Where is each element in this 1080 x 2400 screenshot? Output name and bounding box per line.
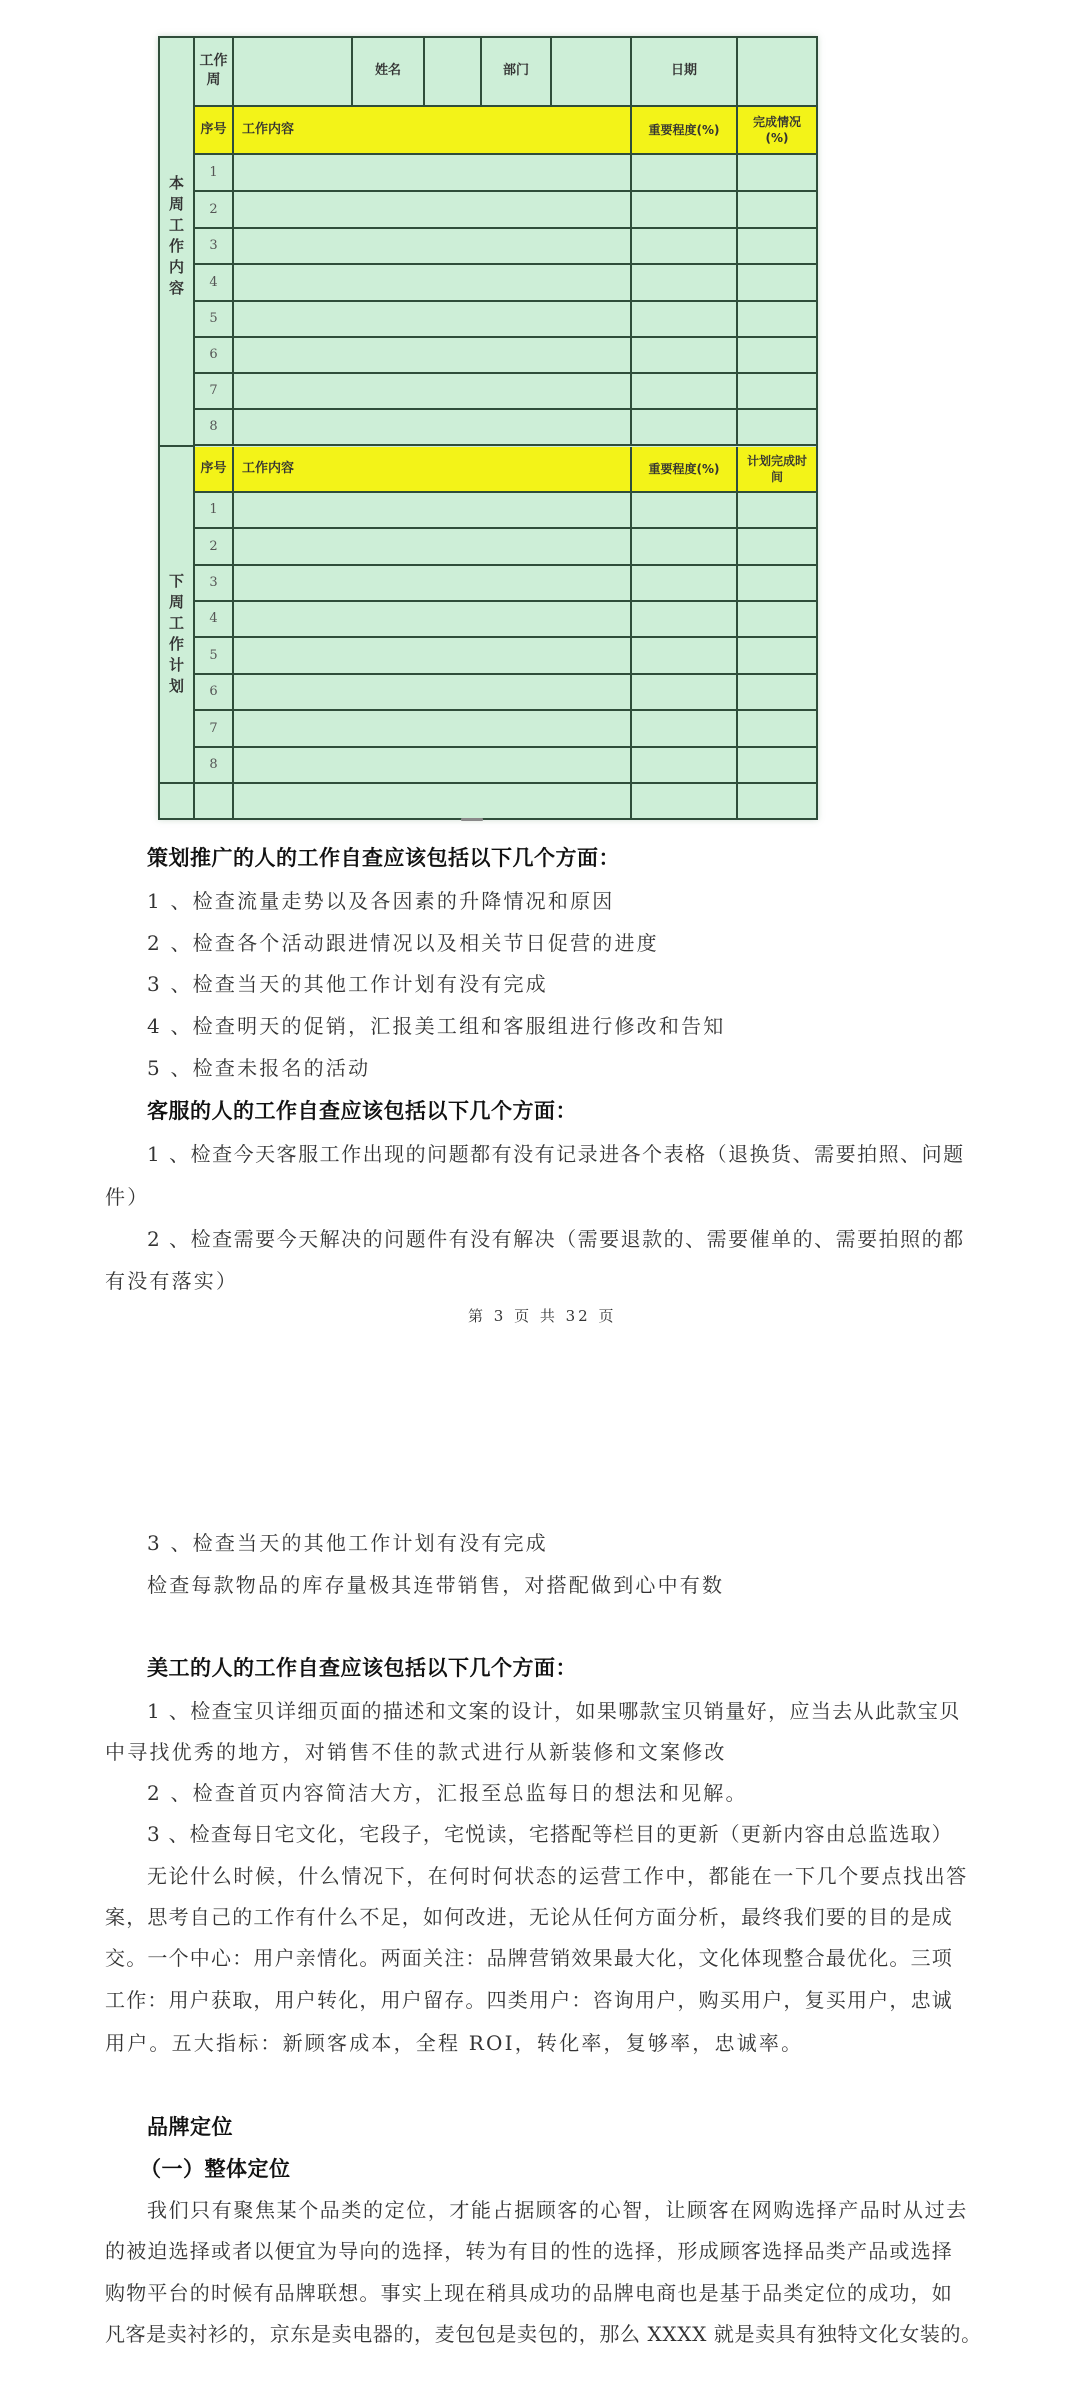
- design-item-1-line-2: 中寻找优秀的地方，对销售不佳的款式进行从新装修和文案修改: [105, 1740, 727, 1764]
- importance-cell[interactable]: [632, 529, 738, 566]
- row-number: 8: [195, 748, 234, 784]
- blank-cell[interactable]: [234, 784, 632, 820]
- col-seq-label-next: 序号: [195, 447, 234, 493]
- blank-cell[interactable]: [632, 784, 738, 820]
- row-number: 8: [195, 410, 234, 446]
- continued-item-3: 3 、检查当天的其他工作计划有没有完成: [147, 1531, 548, 1555]
- planning-item-4: 4 、检查明天的促销，汇报美工组和客服组进行修改和告知: [147, 1014, 726, 1038]
- status-cell[interactable]: [738, 155, 818, 192]
- row-number: 2: [195, 529, 234, 566]
- importance-cell[interactable]: [632, 374, 738, 410]
- service-item-2-line-2: 有没有落实）: [105, 1269, 239, 1293]
- design-para-line-2: 案，思考自己的工作有什么不足，如何改进，无论从任何方面分析，最终我们要的目的是成: [105, 1905, 953, 1929]
- status-cell[interactable]: [738, 529, 818, 566]
- importance-cell[interactable]: [632, 566, 738, 602]
- status-cell[interactable]: [738, 265, 818, 302]
- importance-cell[interactable]: [632, 338, 738, 374]
- service-item-1-line-2: 件）: [105, 1185, 150, 1209]
- content-cell[interactable]: [234, 374, 632, 410]
- next-week-section-label: 下周工作计划: [167, 572, 185, 699]
- week-value-cell[interactable]: [234, 36, 353, 107]
- importance-cell[interactable]: [632, 638, 738, 675]
- date-label: 日期: [632, 36, 738, 107]
- status-cell[interactable]: [738, 566, 818, 602]
- importance-cell[interactable]: [632, 711, 738, 748]
- design-para-line-1: 无论什么时候，什么情况下，在何时何状态的运营工作中，都能在一下几个要点找出答: [147, 1864, 968, 1888]
- importance-cell[interactable]: [632, 265, 738, 302]
- importance-cell[interactable]: [632, 748, 738, 784]
- name-label: 姓名: [353, 36, 425, 107]
- brand-heading: 品牌定位: [147, 2115, 233, 2139]
- design-para-line-4: 工作：用户获取，用户转化，用户留存。四类用户：咨询用户，购买用户，复买用户，忠诚: [105, 1988, 953, 2012]
- planning-item-2: 2 、检查各个活动跟进情况以及相关节日促营的进度: [147, 931, 659, 955]
- content-cell[interactable]: [234, 711, 632, 748]
- page-footer: 第 3 页 共 32 页: [468, 1307, 617, 1325]
- row-number: 6: [195, 338, 234, 374]
- design-para-line-3: 交。一个中心：用户亲情化。两面关注：品牌营销效果最大化，文化体现整合最优化。三项: [105, 1946, 953, 1970]
- col-importance-label: 重要程度(%): [632, 107, 738, 155]
- status-cell[interactable]: [738, 638, 818, 675]
- col-importance-label-next: 重要程度(%): [632, 447, 738, 493]
- row-number: 5: [195, 302, 234, 338]
- planning-item-3: 3 、检查当天的其他工作计划有没有完成: [147, 972, 548, 996]
- status-cell[interactable]: [738, 338, 818, 374]
- content-cell[interactable]: [234, 410, 632, 446]
- content-cell[interactable]: [234, 529, 632, 566]
- service-heading: 客服的人的工作自查应该包括以下几个方面：: [147, 1099, 577, 1123]
- importance-cell[interactable]: [632, 602, 738, 638]
- this-week-section-label-wrap: [158, 155, 195, 447]
- date-value-cell[interactable]: [738, 36, 818, 107]
- design-heading: 美工的人的工作自查应该包括以下几个方面：: [147, 1656, 577, 1680]
- col-status-label: 完成情况(%): [738, 107, 818, 155]
- row-number: 4: [195, 602, 234, 638]
- brand-para-line-4: 凡客是卖衬衫的，京东是卖电器的，麦包包是卖包的，那么 XXXX 就是卖具有独特文化女装的。: [105, 2322, 982, 2346]
- row-number: 7: [195, 374, 234, 410]
- service-item-2-line-1: 2 、检查需要今天解决的问题件有没有解决（需要退款的、需要催单的、需要拍照的都: [147, 1227, 965, 1251]
- planning-heading: 策划推广的人的工作自查应该包括以下几个方面：: [147, 846, 620, 870]
- blank-cell: [195, 784, 234, 820]
- design-item-1-line-1: 1 、检查宝贝详细页面的描述和文案的设计，如果哪款宝贝销量好，应当去从此款宝贝: [147, 1699, 961, 1723]
- row-number: 1: [195, 155, 234, 192]
- importance-cell[interactable]: [632, 192, 738, 229]
- design-item-2: 2 、检查首页内容简洁大方，汇报至总监每日的想法和见解。: [147, 1781, 748, 1805]
- blank-cell[interactable]: [738, 784, 818, 820]
- status-cell[interactable]: [738, 748, 818, 784]
- content-cell[interactable]: [234, 748, 632, 784]
- resize-handle-icon[interactable]: [461, 818, 483, 821]
- importance-cell[interactable]: [632, 155, 738, 192]
- status-cell[interactable]: [738, 675, 818, 711]
- content-cell[interactable]: [234, 638, 632, 675]
- row-number: 1: [195, 493, 234, 529]
- inventory-check: 检查每款物品的库存量极其连带销售，对搭配做到心中有数: [147, 1573, 725, 1597]
- status-cell[interactable]: [738, 374, 818, 410]
- col-content-label-next: 工作内容: [234, 447, 632, 493]
- brand-para-line-3: 购物平台的时候有品牌联想。事实上现在稍具成功的品牌电商也是基于品类定位的成功，如: [105, 2281, 953, 2305]
- col-seq-label: 序号: [195, 107, 234, 155]
- status-cell[interactable]: [738, 493, 818, 529]
- content-cell[interactable]: [234, 493, 632, 529]
- importance-cell[interactable]: [632, 302, 738, 338]
- week-label: 工作周: [195, 36, 234, 107]
- status-cell[interactable]: [738, 410, 818, 446]
- content-cell[interactable]: [234, 675, 632, 711]
- content-cell[interactable]: [234, 192, 632, 229]
- content-cell[interactable]: [234, 566, 632, 602]
- content-cell[interactable]: [234, 602, 632, 638]
- status-cell[interactable]: [738, 711, 818, 748]
- status-cell[interactable]: [738, 192, 818, 229]
- row-number: 7: [195, 711, 234, 748]
- row-number: 3: [195, 229, 234, 265]
- row-number: 4: [195, 265, 234, 302]
- brand-para-line-2: 的被迫选择或者以便宜为导向的选择，转为有目的性的选择，形成顾客选择品类产品或选择: [105, 2239, 953, 2263]
- weekly-work-report-table: [158, 36, 818, 820]
- content-cell[interactable]: [234, 155, 632, 192]
- brand-para-line-1: 我们只有聚焦某个品类的定位，才能占据顾客的心智，让顾客在网购选择产品时从过去: [147, 2198, 968, 2222]
- design-para-line-5: 用户。五大指标：新顾客成本，全程 ROI，转化率，复够率，忠诚率。: [105, 2031, 804, 2055]
- status-cell[interactable]: [738, 602, 818, 638]
- dept-label: 部门: [482, 36, 552, 107]
- row-number: 6: [195, 675, 234, 711]
- blank-cell: [158, 784, 195, 820]
- service-item-1-line-1: 1 、检查今天客服工作出现的问题都有没有记录进各个表格（退换货、需要拍照、问题: [147, 1142, 965, 1166]
- status-cell[interactable]: [738, 229, 818, 265]
- importance-cell[interactable]: [632, 675, 738, 711]
- col-plan-time-label: 计划完成时间: [738, 447, 818, 493]
- col-content-label: 工作内容: [234, 107, 632, 155]
- importance-cell[interactable]: [632, 229, 738, 265]
- row-number: 3: [195, 566, 234, 602]
- planning-item-5: 5 、检查未报名的活动: [147, 1056, 371, 1080]
- row-number: 2: [195, 192, 234, 229]
- planning-item-1: 1 、检查流量走势以及各因素的升降情况和原因: [147, 889, 615, 913]
- brand-subheading: （一）整体定位: [140, 2157, 291, 2181]
- importance-cell[interactable]: [632, 410, 738, 446]
- content-cell[interactable]: [234, 229, 632, 265]
- status-cell[interactable]: [738, 302, 818, 338]
- row-number: 5: [195, 638, 234, 675]
- next-week-section-label-wrap: [158, 447, 195, 784]
- name-value-cell[interactable]: [425, 36, 482, 107]
- design-item-3: 3 、检查每日宅文化，宅段子，宅悦读，宅搭配等栏目的更新（更新内容由总监选取）: [147, 1822, 953, 1846]
- this-week-section-label: 本周工作内容: [167, 175, 185, 301]
- importance-cell[interactable]: [632, 493, 738, 529]
- content-cell[interactable]: [234, 338, 632, 374]
- content-cell[interactable]: [234, 265, 632, 302]
- dept-value-cell[interactable]: [552, 36, 632, 107]
- content-cell[interactable]: [234, 302, 632, 338]
